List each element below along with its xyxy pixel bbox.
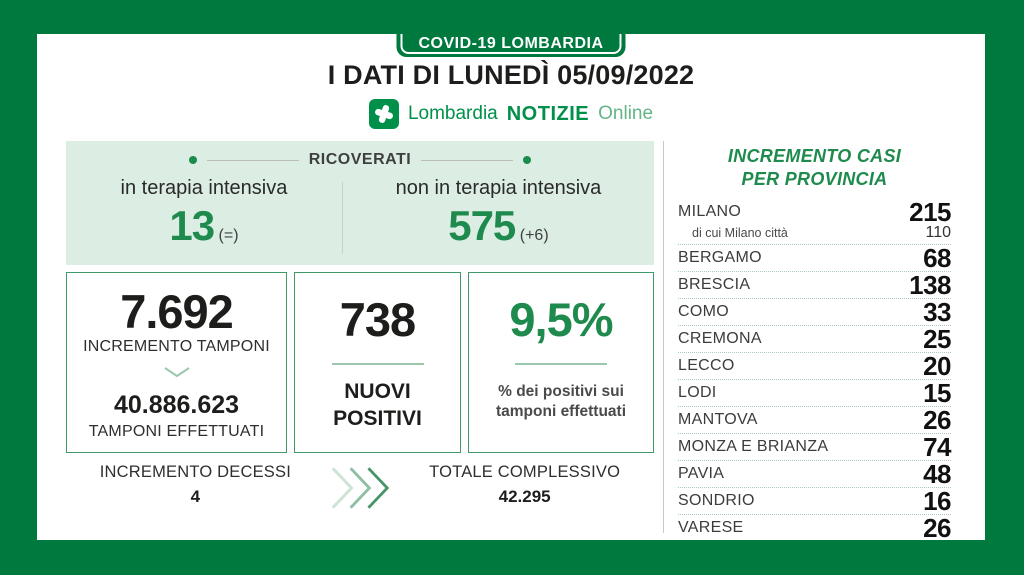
logo-brand-text: NOTIZIE (506, 102, 590, 125)
non-terapia-intensiva-delta: (+6) (519, 227, 549, 244)
totale-complessivo-label: TOTALE COMPLESSIVO (429, 463, 621, 481)
province-row-monza-e-brianza: MONZA E BRIANZA 74 (678, 432, 951, 462)
divider-line (421, 160, 513, 161)
body-row (66, 141, 957, 543)
province-row-brescia: BRESCIA 138 (678, 270, 951, 300)
triple-chevron-icon (325, 463, 396, 511)
lombardia-notizie-logo (37, 98, 985, 130)
incremento-decessi-value: 4 (190, 487, 201, 506)
divider-line (332, 363, 424, 365)
province-row-bergamo: BERGAMO 68 (678, 243, 951, 273)
province-row-varese: VARESE 26 (678, 513, 951, 543)
main-column (66, 141, 654, 533)
non-terapia-intensiva-value: 575 (448, 202, 516, 249)
province-row-lecco: LECCO 20 (678, 351, 951, 381)
covid-badge (396, 34, 625, 57)
province-subrow-milano-citta: di cui Milano città 110 (692, 223, 951, 241)
percentuale-positivi-box (468, 272, 654, 453)
province-row-cremona: CREMONA 25 (678, 324, 951, 354)
province-row-como: COMO 33 (678, 297, 951, 327)
tamponi-box (66, 272, 287, 453)
rosa-camuna-icon (369, 99, 399, 129)
logo-suffix-text: Online (598, 103, 654, 124)
nuovi-positivi-box (294, 272, 461, 453)
divider-line (207, 160, 299, 161)
percentuale-positivi-label: % dei positivi sui tamponi effettuati (495, 383, 627, 421)
totale-complessivo-value: 42.295 (498, 487, 551, 506)
terapia-intensiva-label: in terapia intensiva (120, 177, 288, 199)
incremento-decessi-stat (66, 463, 325, 507)
province-row-mantova: MANTOVA 26 (678, 405, 951, 435)
covid-badge-label: COVID-19 LOMBARDIA (418, 35, 604, 52)
province-row-lodi: LODI 15 (678, 378, 951, 408)
incremento-tamponi-value: 7.692 (120, 285, 233, 338)
ricoverati-header (66, 151, 654, 169)
bullet-dot-icon (189, 156, 197, 164)
percentuale-positivi-value: 9,5% (509, 293, 613, 346)
nuovi-positivi-label: NUOVI POSITIVI (333, 380, 422, 431)
province-row-pavia: PAVIA 48 (678, 459, 951, 489)
bullet-dot-icon (523, 156, 531, 164)
nuovi-positivi-value: 738 (339, 293, 416, 346)
ricoverati-panel (66, 141, 654, 265)
province-panel-title: INCREMENTO CASI PER PROVINCIA (727, 146, 902, 189)
incremento-decessi-label: INCREMENTO DECESSI (99, 463, 291, 481)
page-title: I DATI DI LUNEDÌ 05/09/2022 (327, 60, 695, 90)
logo-region-text: Lombardia (407, 103, 498, 124)
tamponi-effettuati-label: TAMPONI EFFETTUATI (88, 423, 265, 440)
divider-line (515, 363, 607, 365)
province-row-milano: MILANO 215 di cui Milano città 110 (678, 199, 951, 245)
province-panel (664, 141, 957, 543)
chevron-down-icon (67, 365, 286, 383)
incremento-tamponi-label: INCREMENTO TAMPONI (83, 338, 270, 355)
terapia-intensiva-value: 13 (169, 202, 215, 249)
tamponi-effettuati-value: 40.886.623 (113, 391, 240, 419)
province-row-sondrio: SONDRIO 16 (678, 486, 951, 516)
terapia-intensiva-delta: (=) (218, 227, 239, 244)
totale-complessivo-stat (395, 463, 654, 507)
ricoverati-title: RICOVERATI (308, 151, 412, 168)
terapia-intensiva-stat (66, 177, 342, 259)
content-area (37, 34, 985, 543)
non-terapia-intensiva-label: non in terapia intensiva (395, 177, 602, 199)
non-terapia-intensiva-stat (343, 177, 654, 259)
